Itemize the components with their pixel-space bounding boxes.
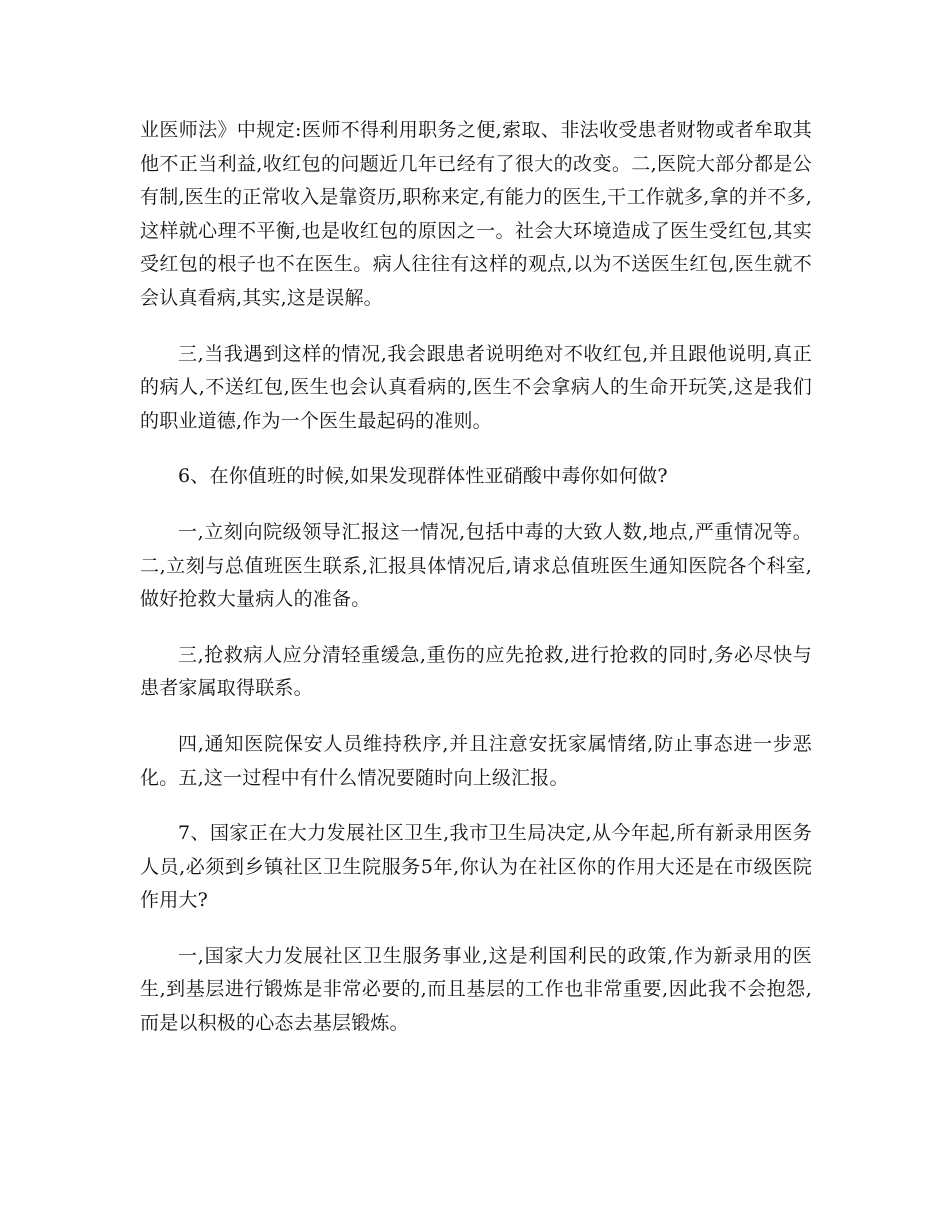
- paragraph-community-health-answer: 一,国家大力发展社区卫生服务事业,这是利国利民的政策,作为新录用的医生,到基层进行锻炼是非常必要的,而且基层的工作也非常重要,因此我不会抱怨,而是以积极的心态去基层锻炼。: [140, 944, 812, 1035]
- paragraph-security-order: 四,通知医院保安人员维持秩序,并且注意安抚家属情绪,防止事态进一步恶化。五,这一过程中有什么情况要随时向上级汇报。: [140, 732, 812, 789]
- document-body: [140, 114, 812, 1063]
- question-7-heading: 7、国家正在大力发展社区卫生,我市卫生局决定,从今年起,所有新录用医务人员,必须到乡镇社区卫生院服务5年,你认为在社区你的作用大还是在市级医院作用大?: [140, 822, 812, 912]
- paragraph-triage-rescue: 三,抢救病人应分清轻重缓急,重伤的应先抢救,进行抢救的同时,务必尽快与患者家属取得联系。: [140, 643, 812, 700]
- question-6-heading: 6、在你值班的时候,如果发现群体性亚硝酸中毒你如何做?: [178, 465, 668, 488]
- paragraph-report-poisoning: 一,立刻向院级领导汇报这一情况,包括中毒的大致人数,地点,严重情况等。二,立刻与总值班医生联系,汇报具体情况后,请求总值班医生通知医院各个科室,做好抢救大量病人的准备。: [140, 520, 812, 611]
- paragraph-refuse-red-envelope: 三,当我遇到这样的情况,我会跟患者说明绝对不收红包,并且跟他说明,真正的病人,不送红包,医生也会认真看病的,医生不会拿病人的生命开玩笑,这是我们的职业道德,作为一个医生最起码的准则。: [140, 342, 812, 432]
- paragraph-medical-law-red-envelope: 业医师法》中规定:医师不得利用职务之便,索取、非法收受患者财物或者牟取其他不正当利益,收红包的问题近几年已经有了很大的改变。二,医院大部分都是公有制,医生的正常收入是靠资历,职称来定,有能力的医生,干工作就多,拿的并不多,这样就心理不平衡,也是收红包的原因之一。社会大环境造成了医生受红包,其实受红包的根子也不在医生。病人往往有这样的观点,以为不送医生红包,医生就不会认真看病,其实,这是误解。: [140, 119, 812, 309]
